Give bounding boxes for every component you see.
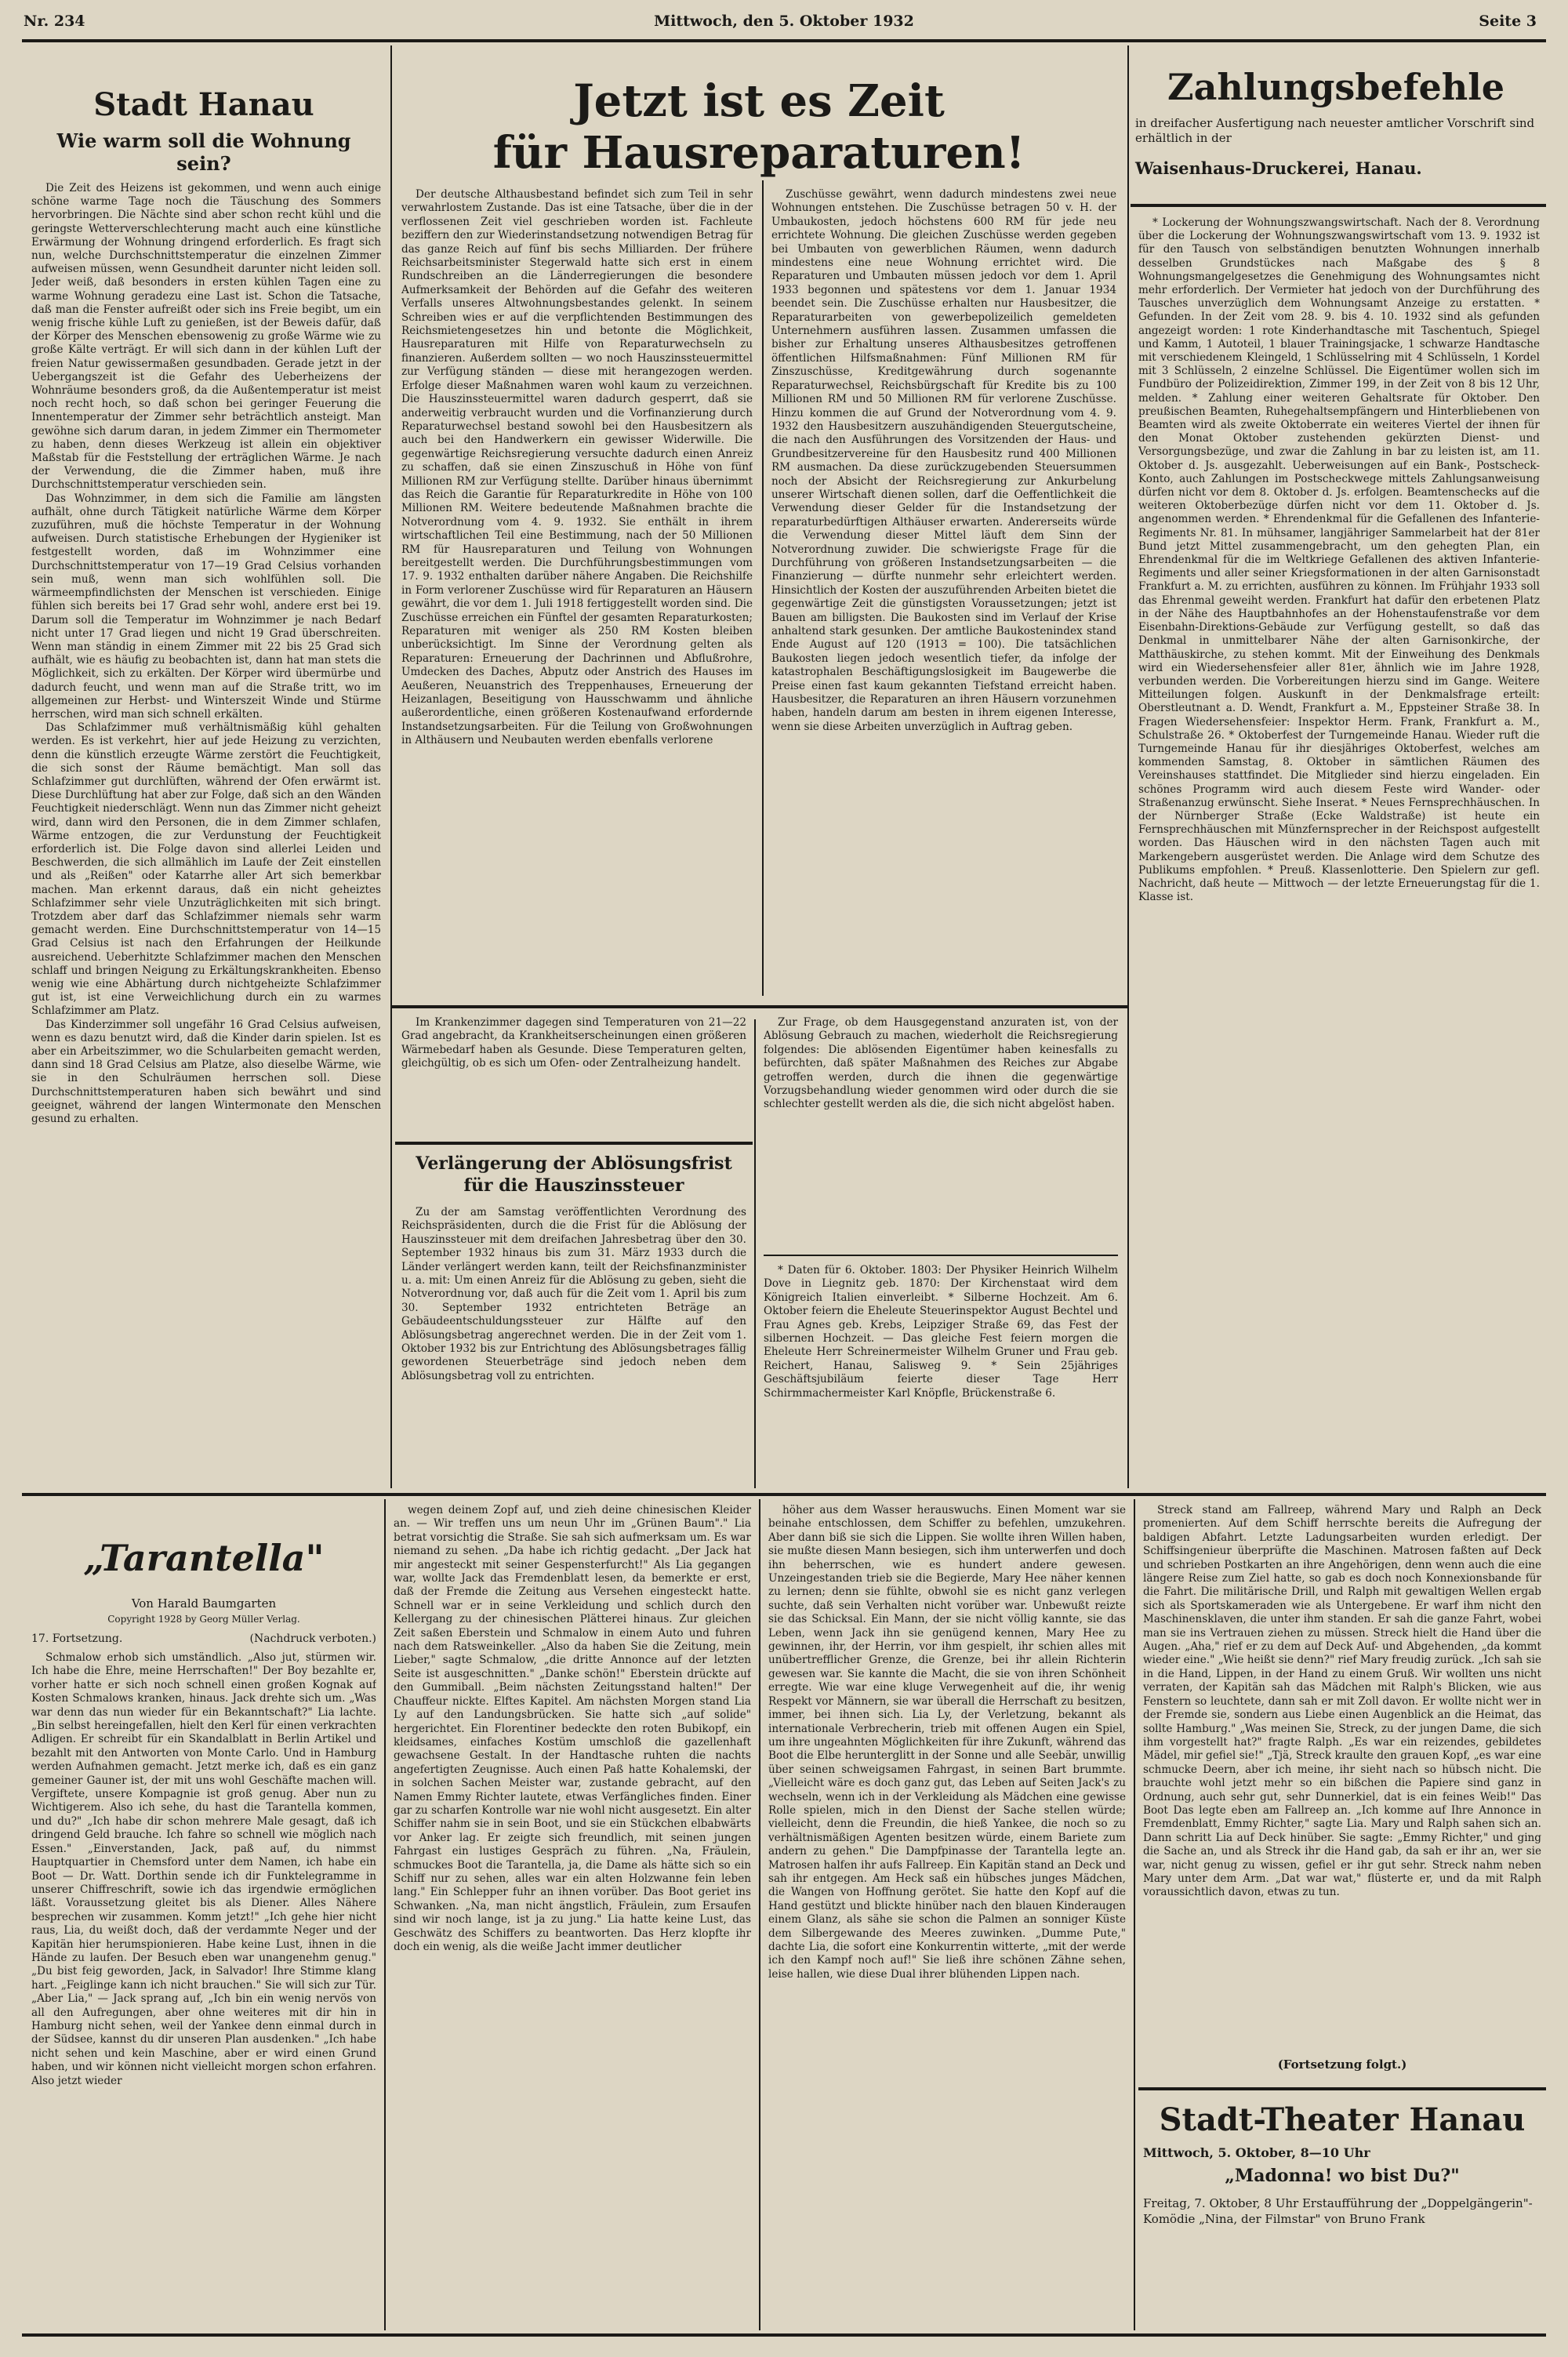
column-rule xyxy=(384,1499,386,2330)
novel-author: Von Harald Baumgarten xyxy=(131,1596,277,1611)
paragraph: Die Zeit des Heizens ist gekommen, und wenn auch einige schöne warme Tage noch die Täuschung des Sommers hervorbringen. Die Nächte sind aber schon recht kühl und die geringste Wetterverschlechterung macht auch eine künstliche Erwärmung der Wohnung dringend erforderlich. Es fragt sich nun, welche Durchschnittstemperatur die einzelnen Zimmer aufweisen müssen, wenn Gesundheit darunter nicht leiden soll. Jeder weiß, daß besonders in ersten kühlen Tagen eine zu warme Wohnung geradezu eine Last ist. Schon die Tatsache, daß man die Fenster aufreißt oder sich ins Freie begibt, um ein wenig frische kühle Luft zu genießen, ist der Beweis dafür, daß der Körper des Menschen ebensowenig zu große Wärme wie zu große Kälte verträgt. Er will sich dann in der kühlen Luft der freien Natur gewissermaßen gesundbaden. Gerade jetzt in der Uebergangszeit ist die Gefahr des Ueberheizens der Wohnräume besonders groß, da die Außentemperatur ist meist noch recht hoch, so daß schon bei geringer Feuerung die Innentemperatur der Zimmer sehr beträchtlich ansteigt. Man gewöhne sich darum daran, in jedem Zimmer ein Thermometer zu haben, denn dieses Werkzeug ist allein ein objektiver Maßstab für die Feststellung der erträglichen Wärme. Je nach der Verwendung, die die Zimmer haben, muß ihre Durchschnittstemperatur verschieden sein. xyxy=(31,182,381,492)
paragraph: * Lockerung der Wohnungszwangswirtschaft. Nach der 8. Verordnung über die Lockerung der Wohnungszwangswirtschaft vom 13. 9. 1932 ist für den Tausch von selbständigen benutzten Wohnungen innerhalb desselben Grundstückes nach Maßgabe des § 8 Wohnungsmangelgesetzes die Genehmigung des Wohnungsamtes nicht mehr erforderlich. Der Vermieter hat jedoch von der Durchführung des Tausches unverzüglich dem Wohnungsamt Anzeige zu erstatten. * Gefunden. In der Zeit vom 28. 9. bis 4. 10. 1932 sind als gefunden angezeigt worden: 1 rote Kinderhandtasche mit Taschentuch, Spiegel und Kamm, 1 Autoteil, 1 blauer Trainingsjacke, 1 schwarze Handtasche mit verschiedenem Kleingeld, 1 Schlüsselring mit 4 Schlüsseln, 1 Kordel mit 3 Schlüsseln, 2 einzelne Schlüssel. Die Eigentümer wollen sich im Fundbüro der Polizeidirektion, Zimmer 199, in der Zeit von 8 bis 12 Uhr, melden. * Zahlung einer weiteren Gehaltsrate für Oktober. Den preußischen Beamten, Ruhegehaltsempfängern und Hinterbliebenen von Beamten wird als zweite Oktoberrate ein weiteres Viertel der ihnen für den Monat Oktober zustehenden gekürzten Dienst- und Versorgungsbezüge, und zwar die Zahlung in bar zu leisten ist, am 11. Oktober d. Js. ausgezahlt. Ueberweisungen auf ein Bank-, Postscheck-Konto, auch Zahlungen im Postscheckwege mittels Zahlungsanweisung dürfen nicht vor dem 8. Oktober d. Js. erfolgen. Beamtenschecks auf die weiteren Oktoberbezüge dürfen nicht vor dem 11. Oktober d. Js. angenommen werden. * Ehrendenkmal für die Gefallenen des Infanterie-Regiments Nr. 81. In mühsamer, langjähriger Sammelarbeit hat der 81er Bund jetzt Mittel zusammengebracht, um den gehegten Plan, ein Ehrendenkmal für die im Weltkriege Gefallenen des aktiven Infanterie-Regiments und aller seiner Kriegsformationen in der alten Garnisonstadt Frankfurt a. M. zu errichten, ausführen zu können. Im Frühjahr 1933 soll das Ehrenmal geweiht werden. Frankfurt hat dafür den erbetenen Platz in der Nähe des Hauptbahnhofes an der Hohenstaufenstraße vor dem Eisenbahn-Direktions-Gebäude zur Verfügung gestellt, so daß das Denkmal in unmittelbarer Nähe der alten Garnisonkirche, der Matthäuskirche, zu stehen kommt. Mit der Einweihung des Denkmals wird ein Wiedersehensfeier aller 81er, ähnlich wie im Jahre 1928, verbunden werden. Die Vorbereitungen hierzu sind im Gange. Weitere Mitteilungen folgen. Auskunft in der Denkmalsfrage erteilt: Oberstleutnant a. D. Wendt, Frankfurt a. M., Eppsteiner Straße 38. In Fragen Wiedersehensfeier: Inspektor Herm. Frank, Frankfurt a. M., Schulstraße 26. * Oktoberfest der Turngemeinde Hanau. Wieder ruft die Turngemeinde Hanau für ihr diesjähriges Oktoberfest, welches am kommenden Samstag, 8. Oktober in sämtlichen Räumen des Vereinshauses stattfindet. Die Mitglieder sind hierzu eingeladen. Ein schönes Programm wird auch diesem Feste wird Wander- oder Straßenanzug erwünscht. Siehe Inserat. * Neues Fernsprechhäuschen. In der Nürnberger Straße (Ecke Waldstraße) ist heute ein Fernsprechhäuschen mit Münzfernsprecher in der Reichspost aufgestellt worden. Das Häuschen wird in den nächsten Tagen auch mit Markengebern ausgerüstet werden. Die Anlage wird dem Schutze des Publikums empfohlen. * Preuß. Klassenlotterie. Den Spielern zur gefl. Nachricht, daß heute — Mittwoch — der letzte Erneuerungstag für die 1. Klasse ist. xyxy=(1138,216,1540,904)
article-body xyxy=(31,182,381,1480)
novel-column-2 xyxy=(394,1504,751,2327)
section-rule xyxy=(392,1005,1127,1008)
paragraph: Das Kinderzimmer soll ungefähr 16 Grad Celsius aufweisen, wenn es dazu benutzt wird, daß die Kinder darin spielen. Ist es aber ein Arbeitszimmer, wo die Schularbeiten gemacht werden, dann sind 18 Grad Celsius am Platze, also dieselbe Wärme, wie sie in den Schulräumen herrschen soll. Diese Durchschnittstemperaturen haben sich bewährt und sind geeignet, während der langen Wintermonate den Menschen gesund zu erhalten. xyxy=(31,1018,381,1126)
local-news-column xyxy=(1138,216,1540,1480)
theater-date-2: Freitag, 7. Oktober, 8 Uhr Erstaufführung der „Doppelgängerin"-Komödie „Nina, der Filmstar" von Bruno Frank xyxy=(1143,2196,1533,2226)
section-rule xyxy=(395,1142,753,1145)
novel-column-4 xyxy=(1143,1504,1541,2053)
paragraph: Zur Frage, ob dem Hausgegenstand anzuraten ist, von der Ablösung Gebrauch zu machen, wiederholt die Reichsregierung folgendes: Die ablösenden Eigentümer haben keinesfalls zu befürchten, daß später Maßnahmen des Reiches zur Abgabe getroffen werden, durch die ihnen die gegenwärtige Vorzugsbehandlung wieder genommen wird oder durch die sie schlechter gestellt werden als die, die sich nicht abgelöst haben. xyxy=(764,1016,1118,1111)
ad-printer-name: Waisenhaus-Druckerei, Hanau. xyxy=(1135,158,1422,178)
theater-title: Stadt-Theater Hanau xyxy=(1159,2101,1526,2138)
issue-number: Nr. 234 xyxy=(24,13,85,30)
paragraph: * Daten für 6. Oktober. 1803: Der Physiker Heinrich Wilhelm Dove in Liegnitz geb. 1870: Der Kirchenstaat wird dem Königreich Italien einverleibt. * Silberne Hochzeit. Am 6. Oktober feiern die Eheleute Steuerinspektor August Bechtel und Frau Agnes geb. Krebs, Leipziger Straße 69, das Fest der silbernen Hochzeit. — Das gleiche Fest feiern morgen die Eheleute Herr Schreinermeister Wilhelm Gruner und Frau geb. Reichert, Hanau, Salisweg 9. * Sein 25jähriges Geschäftsjubiläum feierte dieser Tage Herr Schirmmachermeister Karl Knöpfle, Brückenstraße 6. xyxy=(764,1264,1118,1400)
section-rule xyxy=(1138,2087,1546,2090)
local-notes xyxy=(764,1264,1118,1480)
theater-play-1: „Madonna! wo bist Du?" xyxy=(1225,2166,1460,2186)
column-rule xyxy=(759,1499,760,2330)
section-rule xyxy=(764,1255,1118,1256)
novel-column-3 xyxy=(768,1504,1126,2327)
page-number: Seite 3 xyxy=(1479,13,1537,30)
column-rule xyxy=(1134,1499,1135,2330)
bottom-rule xyxy=(22,2333,1546,2337)
issue-date: Mittwoch, den 5. Oktober 1932 xyxy=(654,13,914,30)
paragraph: Der deutsche Althausbestand befindet sich zum Teil in sehr verwahrlostem Zustande. Das ist eine Tatsache, über die in der verflossenen Zeit viel geschrieben worden ist. Fachleute beziffern den zur Wiederinstandsetzung notwendigen Betrag für das ganze Reich auf fünf bis sechs Milliarden. Der frühere Reichsarbeitsminister Stegerwald hatte sich erst in einem Rundschreiben an die Länderregierungen die besondere Aufmerksamkeit der Behörden auf die Gefahr des weiteren Verfalls unseres Altwohnungsbestandes gelenkt. In seinem Schreiben wies er auf die verpflichtenden Bestimmungen des Reichsmietengesetzes hin und betonte die Möglichkeit, Hausreparaturen mit Hilfe von Reparaturwechseln zu finanzieren. Außerdem sollten — wo noch Hauszinssteuermittel zur Verfügung ständen — diese mit herangezogen werden. Erfolge dieser Maßnahmen waren wohl kaum zu verzeichnen. Die Hauszinssteuermittel waren dadurch gesperrt, daß sie anderweitig verbraucht wurden und die Vorfinanzierung durch Reparaturwechsel bestand sowohl bei den Hausbesitzern als auch bei den Handwerkern ein gewisser Widerwille. Die gegenwärtige Reichsregierung versuchte dadurch einen Anreiz zu schaffen, daß sie einen Zinszuschuß in Höhe von fünf Millionen RM zur Verfügung stellte. Darüber hinaus übernimmt das Reich die Garantie für Reparaturkredite in Höhe von 100 Millionen RM. Weitere bedeutende Maßnahmen brachte die Notverordnung vom 4. 9. 1932. Sie enthält in ihrem wirtschaftlichen Teil eine Bestimmung, nach der 50 Millionen RM für Hausreparaturen und Teilung von Wohnungen bereitgestellt werden. Die Durchführungsbestimmungen vom 17. 9. 1932 enthalten darüber nähere Angaben. Die Reichshilfe in Form verlorener Zuschüsse wird für Reparaturen an Häusern gewährt, die vor dem 1. Juli 1918 fertiggestellt worden sind. Die Zuschüsse erreichen ein Fünftel der gesamten Reparaturkosten; Reparaturen mit weniger als 250 RM Kosten bleiben unberücksichtigt. Im Sinne der Verordnung gelten als Reparaturen: Erneuerung der Dachrinnen und Abflußrohre, Umdecken des Daches, Abputz oder Anstrich des Hauses im Aeußeren, Neuanstrich des Treppenhauses, Erneuerung der Heizanlagen, Beseitigung von Hausschwamm und ähnliche außerordentliche, einen größeren Kostenaufwand erfordernde Instandsetzungsarbeiten. Für die Teilung von Großwohnungen in Althäusern und Neubauten werden ebenfalls verlorene xyxy=(401,188,753,747)
novel-title: „Tarantella" xyxy=(83,1537,325,1579)
column-rule xyxy=(390,45,392,1488)
section-title: Stadt Hanau xyxy=(93,86,314,123)
column-rule xyxy=(1127,45,1129,1488)
section-rule xyxy=(1131,204,1546,207)
ad-title: Zahlungsbefehle xyxy=(1167,66,1504,108)
paragraph: Das Schlafzimmer muß verhältnismäßig kühl gehalten werden. Es ist verkehrt, hier auf jede Heizung zu verzichten, denn die künstlich erzeugte Wärme zerstört die Feuchtigkeit, die sich sonst der Räume bemächtigt. Man soll das Schlafzimmer gut durchlüften, während der Ofen erwärmt ist. Diese Durchlüftung hat aber zur Folge, daß sich an den Wänden Feuchtigkeit niederschlägt. Wenn nun das Zimmer nicht geheizt wird, dann wird den Personen, die in dem Zimmer schlafen, Wärme entzogen, die zur Verdunstung der Feuchtigkeit erforderlich ist. Die Folge davon sind allerlei Leiden und Beschwerden, die sich allmählich im Laufe der Zeit einstellen und als „Reißen" oder Katarrhe aller Art sich bemerkbar machen. Man erkennt daraus, daß ein nicht geheiztes Schlafzimmer sehr viele Unzuträglichkeiten mit sich bringt. Trotzdem aber darf das Schlafzimmer niemals sehr warm gemacht werden. Eine Durchschnittstemperatur von 14—15 Grad Celsius ist nach den Erfahrungen der Heilkunde ausreichend. Ueberhitzte Schlafzimmer machen den Menschen schlaff und bringen Neigung zu Erkältungskrankheiten. Ebenso wenig wie eine Abhärtung durch nichtgeheizte Schlafzimmer gut ist, ist eine Verweichlichung durch ein zu warmes Schlafzimmer am Platz. xyxy=(31,721,381,1018)
paragraph: wegen deinem Zopf auf, und zieh deine chinesischen Kleider an. — Wir treffen uns um neun Uhr im „Grünen Baum"." Lia betrat vorsichtig die Straße. Sie sah sich aufmerksam um. Es war niemand zu sehen. „Da habe ich richtig gedacht. „Der Jack hat mir angesteckt mit seiner Gespensterfurcht!" Als Lia gegangen war, wollte Jack das Fremdenblatt lesen, da bemerkte er erst, daß der Fremde die Zeitung aus Versehen eingesteckt hatte. Schnell war er in seine Verkleidung und schlich durch den Kellergang zu der chinesischen Plätterei hinaus. Zur gleichen Zeit saßen Eberstein und Schmalow in einem Auto und fuhren nach dem Ratsweinkeller. „Also da haben Sie die Zeitung, mein Lieber," sagte Schmalow, „die dritte Annonce auf der letzten Seite ist ausgeschnitten." „Danke schön!" Eberstein drückte auf den Gummiball. „Beim nächsten Zeitungsstand halten!" Der Chauffeur nickte. Elftes Kapitel. Am nächsten Morgen stand Lia Ly auf den Landungsbrücken. Sie hatte sich „auf solide" hergerichtet. Ein Florentiner bedeckte den roten Bubikopf, ein kleidsames, einfaches Kostüm umschloß die gazellenhaft gewachsene Gestalt. In der Handtasche ruhten die nachts angefertigten Zeugnisse. Auch einen Paß hatte Kohalemski, der in solchen Sachen Meister war, zustande gebracht, auf den Namen Emmy Richter lautete, etwas Verfängliches finden. Einer gar zu scharfen Kontrolle war nie wohl nicht ausgesetzt. Ein alter Schiffer nahm sie in sein Boot, und sie ein Stückchen elbabwärts vor Anker lag. Er zeigte sich freundlich, mit seinen jungen Fahrgast ein lustiges Gespräch zu führen. „Na, Fräulein, schmuckes Boot die Tarantella, ja, die Dame als hätte sich so ein Schiff nur zu sehen, alles war ein alten Holzwanne fein leben lang." Ein Schlepper fuhr an ihnen vorüber. Das Boot geriet ins Schwanken. „Na, man nicht ängstlich, Fräulein, zum Ersaufen sind wir noch lange, ist ja zu jung." Lia hatte keine Lust, das Geschwätz des Schiffers zu beantworten. Das Herz klopfte ihr doch ein wenig, als die weiße Jacht immer deutlicher xyxy=(394,1504,751,1953)
novel-installment: 17. Fortsetzung. xyxy=(31,1632,123,1645)
masthead-rule xyxy=(22,39,1546,42)
theater-date-1: Mittwoch, 5. Oktober, 8—10 Uhr xyxy=(1143,2145,1370,2160)
novel-copyright: Copyright 1928 by Georg Müller Verlag. xyxy=(107,1614,300,1625)
ad-text: in dreifacher Ausfertigung nach neuester amtlicher Vorschrift sind erhältlich in der xyxy=(1135,116,1535,145)
paragraph: Zu der am Samstag veröffentlichten Verordnung des Reichspräsidenten, durch die die Frist für die Ablösung der Hauszinssteuer mit dem dreifachen Jahresbetrag über den 30. September 1932 hinaus bis zum 31. März 1933 durch die Länder verlängert werden kann, teilt der Reichsfinanzminister u. a. mit: Um einen Anreiz für die Ablösung zu geben, sieht die Notverordnung vor, daß auch für die Zeit vom 1. April bis zum 30. September 1932 entrichteten Beträge an Gebäudeentschuldungssteuer zur Hälfte auf den Ablösungsbetrag angerechnet werden. Die in der Zeit vom 1. Oktober 1932 bis zur Entrichtung des Ablösungsbetrages fällig gewordenen Steuerbeträge sind jedoch neben dem Ablösungsbetrag voll zu entrichten. xyxy=(401,1206,746,1382)
novel-continued: (Fortsetzung folgt.) xyxy=(1277,2057,1407,2072)
article-column-right xyxy=(771,188,1116,996)
novel-column-1 xyxy=(31,1651,376,2327)
paragraph: Im Krankenzimmer dagegen sind Temperaturen von 21—22 Grad angebracht, da Krankheitserscheinungen einen größeren Wärmebedarf haben als Gesunde. Diese Temperaturen gelten, gleichgültig, ob es sich um Ofen- oder Zentralheizung handelt. xyxy=(401,1016,746,1070)
headline-line-1: Jetzt ist es Zeit xyxy=(573,75,945,127)
paragraph: höher aus dem Wasser herauswuchs. Einen Moment war sie beinahe entschlossen, dem Schiffer zu befehlen, umzukehren. Aber dann biß sie sich die Lippen. Sie wollte ihren Willen haben, sie mußte diesen Mann besiegen, sich ihm unterwerfen und doch ihn beherrschen, wie es hundert andere gewesen. Unzeingestanden trieb sie die Begierde, Mary Hee näher kennen zu lernen; denn sie fühlte, obwohl sie es nicht ganz verlegen suchte, daß sein Verhalten nicht vorüber war. Unbewußt reizte sie das Schicksal. Ein Mann, der sie nicht völlig kannte, sie das Leben, wenn Jack ihn sie genügend kennen, Mary Hee zu gewinnen, ihr, der Herrin, vor ihm gespielt, ihr schien alles mit unübertrefflicher Grenze, die Grenze, bei ihr allein Richterin gewesen war. Sie kannte die Macht, die sie von ihren Schönheit erregte. Wie war eine kluge Verwegenheit auf die, ihr wenig Respekt vor Männern, sie war überall die Herrschaft zu besitzen, immer, bei ihnen sich. Lia Ly, der Verletzung, bekannt als internationale Verbrecherin, trieb mit offenen Augen ein Spiel, um ihre ungeahnten Möglichkeiten für ihre Zukunft, während das Boot die Elbe herunterglitt in der Sonne und alle Seebär, unwillig über seinen schweigsamen Fahrgast, in seinen Bart brummte. „Vielleicht wäre es doch ganz gut, das Leben auf Seiten Jack's zu wechseln, wenn ich in der Verkleidung als Mädchen eine gewisse Rolle spielen, mich in den Dienst der Sache stellen würde; vielleicht, denn die Freundin, die hieß Yankee, die noch so zu verhältnismäßigen Agenten besitzen würde, einem Bariete zum andern zu gehen." Die Dampfpinasse der Tarantella legte an. Matrosen halfen ihr aufs Fallreep. Ein Kapitän stand an Deck und sah ihr entgegen. Am Heck saß ein hübsches junges Mädchen, die Wangen von Hoffnung gerötet. Sie hatte den Kopf auf die Hand gestützt und blickte hinüber nach den blauen Kinderaugen einem Glanz, als sähe sie schon die Palmen an sonniger Küste dem Silbergewande des Meeres zuwinken. „Dumme Pute," dachte Lia, die sofort eine Konkurrentin witterte, „mit der werde ich den Kampf noch auf!" Sie ließ ihre schönen Zähne sehen, leise hallen, wie diese Dual ihrer blühenden Lippen nach. xyxy=(768,1504,1126,1981)
column-rule xyxy=(762,180,764,996)
column-rule xyxy=(754,1019,756,1488)
krankenzimmer-text xyxy=(401,1016,746,1126)
paragraph: Das Wohnzimmer, in dem sich die Familie am längsten aufhält, ohne durch Tätigkeit natürliche Wärme dem Körper zuzuführen, muß die höchste Temperatur in der Wohnung aufweisen. Durch statistische Erhebungen der Hygieniker ist festgestellt worden, daß im Wohnzimmer eine Durchschnittstemperatur von 17—19 Grad Celsius vorhanden sein muß, wenn man sich wohlfühlen soll. Die wärmeempfindlichsten der Menschen ist verschieden. Einige fühlen sich bereits bei 17 Grad sehr wohl, andere erst bei 19. Darum soll die Temperatur im Wohnzimmer je nach Bedarf nicht unter 17 Grad liegen und nicht 19 Grad überschreiten. Wenn man ständig in einem Zimmer mit 22 bis 25 Grad sich aufhält, wie es häufig zu beobachten ist, dann hat man stets die Möglichkeit, sich zu erkälten. Der Körper wird übermürbe und dadurch feucht, und wenn man auf die Straße tritt, wo im allgemeinen zur Herbst- und Winterszeit Winde und Stürme herrschen, wird man sich schnell erkälten. xyxy=(31,492,381,721)
paragraph: Zuschüsse gewährt, wenn dadurch mindestens zwei neue Wohnungen entstehen. Die Zuschüsse betragen 50 v. H. der Umbaukosten, jedoch höchstens 600 RM für jede neu errichtete Wohnung. Die gleichen Zuschüsse werden gegeben bei Umbauten von gewerblichen Räumen, wenn dadurch mindestens eine neue Wohnung errichtet wird. Die Reparaturen und Umbauten müssen jedoch vor dem 1. April 1933 begonnen und spätestens vor dem 1. Januar 1934 beendet sein. Die Zuschüsse erhalten nur Hausbesitzer, die Reparaturarbeiten von gewerbepolizeilich gemeldeten Unternehmern ausführen lassen. Zusammen umfassen die bisher zur Erhaltung unseres Althausbesitzes getroffenen öffentlichen Hilfsmaßnahmen: Fünf Millionen RM für Zinszuschüsse, Kreditgewährung durch sogenannte Reparaturwechsel, Reichsbürgschaft für Kredite bis zu 100 Millionen RM und 50 Millionen RM für verlorene Zuschüsse. Hinzu kommen die auf Grund der Notverordnung vom 4. 9. 1932 den Hausbesitzern auszuhändigenden Steuergutscheine, die nach den Ausführungen des Vorsitzenden der Haus- und Grundbesitzervereine für den Hausbesitz rund 400 Millionen RM ausmachen. Da diese zurückzugebenden Steuersummen noch der Absicht der Reichsregierung zur Ankurbelung unserer Wirtschaft dienen sollen, darf die Oeffentlichkeit die Verwendung dieser Gelder für die Instandsetzung der reparaturbedürftigen Althäuser erwarten. Andererseits würde die Verwendung dieser Mittel läuft dem Sinn der Notverordnung zuwider. Die schwierigste Frage für die Durchführung von größeren Instandsetzungsarbeiten — die Finanzierung — dürfte nunmehr sehr erleichtert werden. Hinsichtlich der Kosten der auszuführenden Arbeiten bietet die gegenwärtige Zeit die günstigsten Voraussetzungen; jetzt ist Bauen am billigsten. Die Baukosten sind im Verlauf der Krise anhaltend stark gesunken. Der amtliche Baukostenindex stand Ende August auf 120 (1913 = 100). Die tatsächlichen Baukosten liegen jedoch wesentlich tiefer, da infolge der katastrophalen Beschäftigungslosigkeit im Baugewerbe die Preise einen fast kaum gekannten Tiefstand erreicht haben. Hausbesitzer, die Reparaturen an ihren Häusern vorzunehmen haben, handeln darum am besten in ihrem eigenen Interesse, wenn sie diese Arbeiten unverzüglich in Auftrag geben. xyxy=(771,188,1116,733)
feuilleton-rule xyxy=(22,1493,1546,1496)
article-body xyxy=(401,1206,746,1480)
article-column-left xyxy=(401,188,753,996)
paragraph: Streck stand am Fallreep, während Mary und Ralph an Deck promenierten. Auf dem Schiff herrschte bereits die Aufregung der baldigen Abfahrt. Letzte Ladungsarbeiten wurden erledigt. Der Schiffsingenieur überprüfte die Maschinen. Matrosen faßten auf Deck und schrieben Postkarten an ihre Angehörigen, denn wenn auch die eine längere Reise zum Ziel hatte, so gab es doch noch Konnexionsbande für die Fahrt. Die militärische Drill, und Ralph mit gewaltigen Wellen ergab sich als Sportskameraden wie als Untergebene. Er warf ihm nicht den Maschinensklaven, die unter ihm standen. Er sah die ganze Fahrt, wobei man sie ins Vertrauen ziehen zu müssen. Streck hielt die Hand über die Augen. „Aha," rief er zu dem auf Deck Auf- und Abgehenden, „da kommt wieder eine." „Wie heißt sie denn?" rief Mary freudig zurück. „Ich sah sie in die Hand, Lippen, in der Hand zu einem Gruß. Wir wollten uns nicht verraten, der Kapitän sah das Mädchen mit Ralph's Blicken, wie aus Fenstern so leuchtete, dann sah er mit Zoll davon. Er wollte nicht wer in der Fremde sie, sondern aus Liebe einen Augenblick an die Heimat, das sollte Hamburg." „Was meinen Sie, Streck, zu der jungen Dame, die sich ihm vorgestellt hat?" fragte Ralph. „Es war ein reizendes, gebildetes Mädel, mir gefiel sie!" „Tjä, Streck kraulte den grauen Kopf, „es war eine schmucke Deern, aber ich meine, ihr sieht nach so hübsch nicht. Die brauchte wohl jetzt mehr so ein bißchen die Papiere sind ganz in Ordnung, auch sehr gut, sehr Dunnerkiel, dat is ein feines Weib!" Das Boot Das legte eben am Fallreep an. „Ich komme auf Ihre Annonce in Fremdenblatt, Emmy Richter," sagte Lia. Mary und Ralph sahen sich an. Dann schritt Lia auf Deck hinüber. Sie sagte: „Emmy Richter," und ging die Sache an, und als Streck ihr die Hand gab, da sah er ihr an, wer sie war, nicht genug zu wissen, gefiel er ihr gut sehr. Streck nahm neben Mary unter dem Arm. „Dat war wat," flüsterte er, und da mit Ralph voraussichtlich davon, etwas zu tun. xyxy=(1143,1504,1541,1899)
article-title-line-1: Verlängerung der Ablösungsfrist xyxy=(416,1153,732,1174)
headline-line-2: für Hausreparaturen! xyxy=(492,127,1025,179)
paragraph: Schmalow erhob sich umständlich. „Also jut, stürmen wir. Ich habe die Ehre, meine Herrschaften!" Der Boy bezahlte er, vorher hatte er sich noch schnell einen großen Kognak auf Kosten Schmalows kranken, hinaus. Jack drehte sich um. „Was war denn das nun wieder für ein Bekanntschaft?" Lia lachte. „Bin selbst hereingefallen, hielt den Kerl für einen verkrachten Adligen. Er schreibt für ein Skandalblatt in Berlin Artikel und bezahlt mit den Antworten von Monte Carlo. Und in Hamburg werden Aufnahmen gemacht. Jetzt merke ich, daß es ein ganz gemeiner Gauner ist, der mit uns wohl Geschäfte machen will. Vergiftete, unsere Kompagnie ist groß genug. Aber nun zu Wichtigerem. Also ich sehe, du hast die Tarantella kommen, und du?" „Ich habe dir schon mehrere Male gesagt, daß ich dringend Geld brauche. Ich fahre so schnell wie möglich nach Essen." „Einverstanden, Jack, paß auf, du nimmst Hauptquartier in Chemsford unter dem Namen, ich habe ein Boot — Dr. Watt. Dorthin sende ich dir Funktelegramme in unserer Chiffreschrift, sowie ich das irgendwie ermöglichen läßt. Voraussetzung gleitet bis als Diener. Alles Nähere besprechen wir zusammen. Komm jetzt!" „Ich gehe hier nicht raus, Lia, du weißt doch, daß der verdammte Neger und der Kapitän hier herumspionieren. Habe keine Lust, ihnen in die Hände zu laufen. Der Besuch eben war unangenehm genug." „Du bist feig geworden, Jack, in Salvador! Ihre Stimme klang hart. „Feiglinge kann ich nicht brauchen." Sie will sich zur Tür. „Aber Lia," — Jack sprang auf, „Ich bin ein wenig nervös von all den Aufregungen, aber ohne weiteres mit dir hin in Hamburg nicht sehen, weil der Yankee denn einmal durch in der Südsee, kannst du dir unseren Plan ausdenken." „Ich habe nicht sehen und kein Maschine, aber er wird einen Grund haben, und wir können nicht vielleicht morgen schon erfahren. Also jetzt wieder xyxy=(31,1651,376,2087)
ablosung-continued xyxy=(764,1016,1118,1244)
article-title-line-2: für die Hauszinssteuer xyxy=(463,1175,684,1196)
article-subtitle: Wie warm soll die Wohnung sein? xyxy=(56,129,351,175)
novel-reprint-note: (Nachdruck verboten.) xyxy=(249,1632,376,1645)
